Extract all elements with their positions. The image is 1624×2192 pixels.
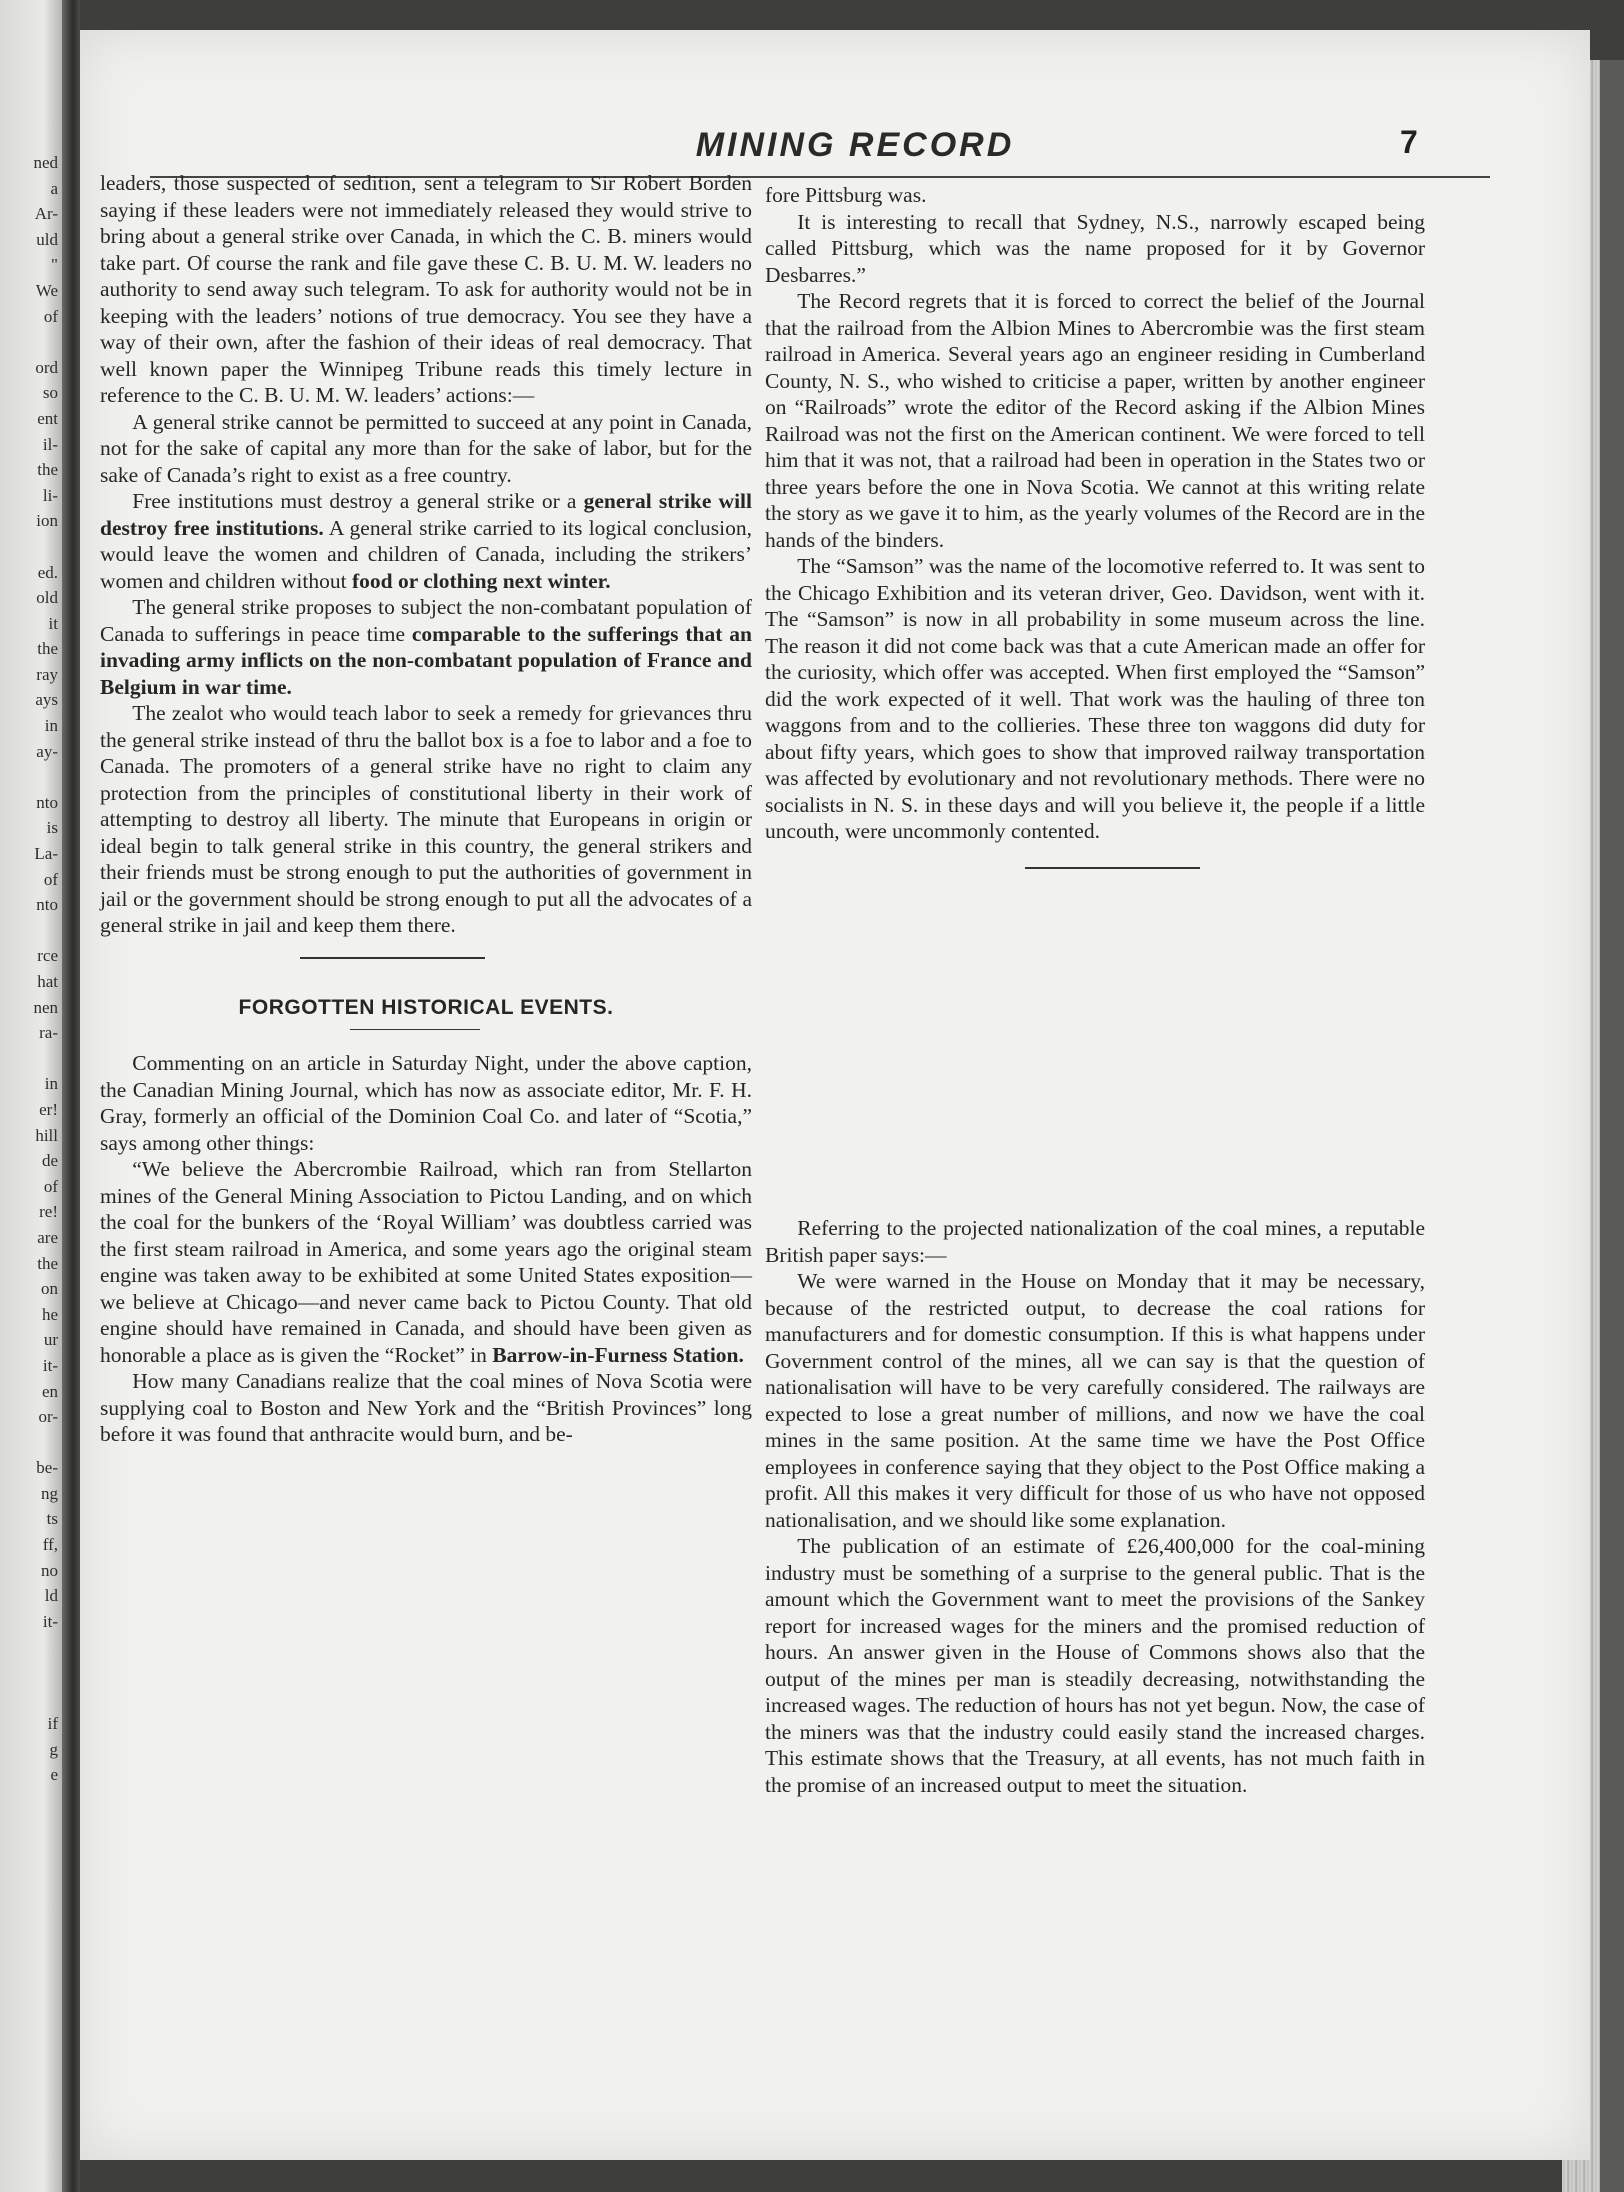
facing-page-fragment: ord <box>35 357 58 377</box>
facing-page-fragment: We <box>35 280 58 300</box>
facing-page-fragment: ts <box>46 1509 58 1529</box>
facing-page-fragment: the <box>37 639 58 659</box>
facing-page-fragment: no <box>41 1560 58 1580</box>
paragraph: A general strike cannot be permitted to succeed at any point in Canada, not for the sake of capital any more than for the sake of labor, but for the sake of Canada’s right to exist as a free country. <box>100 409 752 487</box>
paragraph: It is interesting to recall that Sydney, N.S., narrowly escaped being called Pittsburg, which was the name proposed for it by Governor Desbarres.” <box>765 209 1425 287</box>
paragraph: Referring to the projected nationalization of the coal mines, a reputable British paper says:— <box>765 1216 1425 1267</box>
right-column <box>765 182 1425 869</box>
facing-page-fragment <box>0 1430 62 1456</box>
section-separator <box>300 957 485 959</box>
running-title: MINING RECORD <box>695 126 1015 164</box>
section-separator <box>1025 867 1200 869</box>
facing-page-fragment: e <box>50 1765 58 1785</box>
facing-page-fragment: re! <box>39 1202 58 1222</box>
facing-page-fragment: ay- <box>36 741 58 761</box>
facing-page-fragment: il- <box>42 434 58 454</box>
facing-page-fragment: of <box>43 869 58 889</box>
facing-page-fragment: de <box>41 1151 58 1171</box>
facing-page-fragment: in <box>44 716 58 736</box>
paragraph: The general strike proposes to subject the non-combatant population of Canada to sufferings in peace time comparable to the sufferings that an invading army inflicts on the non-combatant population of France and Belgium in war time. <box>100 595 752 699</box>
facing-page-fragment: it- <box>42 1355 58 1375</box>
facing-page-fragment: a <box>50 178 58 198</box>
page-number: 7 <box>1400 124 1418 160</box>
facing-page-fragment: on <box>41 1279 58 1299</box>
page-header <box>150 118 1490 178</box>
paragraph: leaders, those suspected of sedition, sent a telegram to Sir Robert Borden saying if these leaders were not immediately released they would strive to bring about a general strike over Canada, in which the C. B. miners would take part. Of course the rank and file gave these C. B. U. M. W. leaders no authority to send away such telegram. To ask for authority would not be in keeping with the leaders’ notions of true democracy. You see they have a way of their own, after the fashion of their ideas of real democracy. That well known paper the Winnipeg Tribune reads this timely lecture in reference to the C. B. U. M. W. leaders’ actions:— <box>100 171 752 407</box>
facing-page-fragment: en <box>41 1381 58 1401</box>
facing-page-fragment: if <box>47 1714 58 1734</box>
facing-page-fragment <box>0 329 62 355</box>
facing-page-fragment: ur <box>43 1330 58 1350</box>
facing-page-fragment: ent <box>37 408 58 428</box>
paragraph: fore Pittsburg was. <box>765 183 927 207</box>
paragraph: How many Canadians realize that the coal mines of Nova Scotia were supplying coal to Boston and New York and the “British Provinces” long before it was found that anthracite would burn, and be- <box>100 1369 752 1446</box>
facing-page-fragment: old <box>36 588 58 608</box>
book-cover-edge <box>1600 60 1624 2192</box>
facing-page-fragment: La- <box>34 844 58 864</box>
facing-page-fragment: ff, <box>42 1535 58 1555</box>
facing-page-fragment <box>0 1660 62 1686</box>
facing-page-fragment: it- <box>42 1611 58 1631</box>
facing-page-fragment <box>0 918 62 944</box>
paragraph: The Record regrets that it is forced to correct the belief of the Journal that the railroad from the Albion Mines to Abercrombie was the first steam railroad in America. Several years ago an engineer residing in Cumberland County, N. S., who wished to criticise a paper, written by another engineer on “Railroads” wrote the editor of the Record asking if the Albion Mines Railroad was not the first on the American continent. We were forced to tell him that it was not, that a railroad had been in operation in the States two or three years before the one in Nova Scotia. We cannot at this writing relate the story as we gave it to him, as the yearly volumes of the Record are in the hands of the binders. <box>765 289 1425 552</box>
facing-page-fragment: g <box>49 1739 58 1759</box>
facing-page-fragment <box>0 764 62 790</box>
left-column <box>100 170 752 1448</box>
facing-page-fragment <box>0 1046 62 1072</box>
facing-page-text-fragments <box>0 150 62 1788</box>
paragraph: The publication of an estimate of £26,400,000 for the coal-mining industry must be something of a surprise to the general public. That is the amount which the Government want to meet the provisions of the Sankey report for increased wages for the miners and the promised reduction of hours. An answer given in the House of Commons shows also that the output of the mines per man is steadily decreasing, notwithstanding the increased wages. The reduction of hours has not yet begun. Now, the case of the miners was that the industry could easily stand the increased charges. This estimate shows that the Treasury, at all events, has not much faith in the promise of an increased output to meet the situation. <box>765 1534 1425 1797</box>
paragraph: The “Samson” was the name of the locomotive referred to. It was sent to the Chicago Exhibition and its veteran driver, Geo. Davidson, went with it. The “Samson” is now in all probability in some museum across the line. The reason it did not come back was that a cute American made an offer for the curiosity, which offer was accepted. When first employed the “Samson” did the work expected of it well. That work was the hauling of three ton waggons from and to the collieries. These three ton waggons did duty for about fifty years, which goes to show that improved railway transportation was affected by evolutionary and not revolutionary methods. There were no socialists in N. S. in these days and will you believe it, the people if a little uncouth, were uncommonly contented. <box>765 554 1425 843</box>
facing-page-fragment: Ar- <box>34 204 58 224</box>
facing-page-fragment: li- <box>42 485 58 505</box>
facing-page-fragment: uld <box>36 229 58 249</box>
facing-page-fragment: ld <box>44 1586 58 1606</box>
section-heading: FORGOTTEN HISTORICAL EVENTS. <box>238 995 614 1019</box>
facing-page-fragment: hat <box>37 972 58 991</box>
heading-rule <box>350 1029 480 1030</box>
facing-page-fragment: ion <box>36 511 58 531</box>
facing-page-fragment: is <box>46 818 58 838</box>
paragraph: “We believe the Abercrombie Railroad, which ran from Stellarton mines of the General Mining Association to Pictou Landing, and on which the coal for the bunkers of the ‘Royal William’ was doubtless carried was the first steam railroad in America, and some years ago the original steam engine was taken away to be exhibited at some United States exposition—we believe at Chicago—and never came back to Pictou County. That old engine should have remained in Canada, and should have been given as honorable a place as is given the “Rocket” in Barrow-in-Furness Station. <box>100 1157 752 1367</box>
paragraph: The zealot who would teach labor to seek a remedy for grievances thru the general strike instead of thru the ballot box is a foe to labor and a foe to Canada. The promoters of a general strike have no right to claim any protection from the principles of constitutional liberty in their work of attempting to destroy all liberty. The minute that Europeans in origin or ideal begin to talk general strike in this country, the general strikers and their friends must be strong enough to put the authorities of government in jail or the government should be strong enough to put all the advocates of a general strike in jail and keep them there. <box>100 701 752 937</box>
facing-page-fragment: ed. <box>37 562 58 582</box>
facing-page-edge <box>0 0 62 2192</box>
facing-page-fragment: of <box>43 1176 58 1196</box>
facing-page-fragment: ray <box>36 664 58 684</box>
facing-page-fragment: ays <box>35 690 58 710</box>
facing-page-fragment: rce <box>37 946 58 966</box>
facing-page-fragment <box>0 1634 62 1660</box>
facing-page-fragment: are <box>37 1227 58 1247</box>
facing-page-fragment: in <box>44 1074 58 1094</box>
facing-page-fragment: ned <box>33 153 58 172</box>
facing-page-fragment <box>0 534 62 560</box>
right-column-lower <box>765 1215 1425 1798</box>
facing-page-fragment: nto <box>36 895 58 915</box>
facing-page-fragment: hill <box>35 1125 58 1145</box>
book-gutter <box>62 0 80 2192</box>
facing-page-fragment: nto <box>36 792 58 812</box>
facing-page-fragment: er! <box>39 1099 58 1119</box>
paragraph: Free institutions must destroy a general strike or a general strike will destroy free institutions. A general strike carried to its logical conclusion, would leave the women and children of Canada, including the strikers’ women and children without food or clothing next winter. <box>100 489 753 593</box>
facing-page-fragment: of <box>43 306 58 326</box>
paragraph: Commenting on an article in Saturday Night, under the above caption, the Canadian Mining Journal, which has now as associate editor, Mr. F. H. Gray, formerly an official of the Dominion Coal Co. and later of “Scotia,” says among other things: <box>100 1051 752 1155</box>
facing-page-fragment: the <box>37 460 58 480</box>
facing-page-fragment: so <box>42 383 58 403</box>
magazine-page <box>80 30 1590 2160</box>
facing-page-fragment: or- <box>38 1407 58 1427</box>
facing-page-fragment <box>0 1686 62 1712</box>
facing-page-fragment: it <box>48 613 58 633</box>
facing-page-fragment: ng <box>41 1483 58 1503</box>
facing-page-fragment: " <box>51 255 58 275</box>
facing-page-fragment: be- <box>36 1458 58 1478</box>
facing-page-fragment: he <box>41 1304 58 1324</box>
facing-page-fragment: nen <box>33 997 58 1017</box>
paragraph: We were warned in the House on Monday that it may be necessary, because of the restricted output, to decrease the coal rations for manufacturers and for domestic consumption. If this is what happens under Government control of the mines, all we can say is that the question of nationalisation will have to be very carefully considered. The railways are expected to lose a great number of millions, and now we have the coal mines in the same position. At the same time we have the Post Office employees in conference saying that they object to the Post Office making a profit. All this makes it very difficult for those of us who have not opposed nationalisation, and we should like some explanation. <box>765 1269 1425 1532</box>
facing-page-fragment: ra- <box>39 1023 58 1043</box>
facing-page-fragment: the <box>37 1253 58 1273</box>
